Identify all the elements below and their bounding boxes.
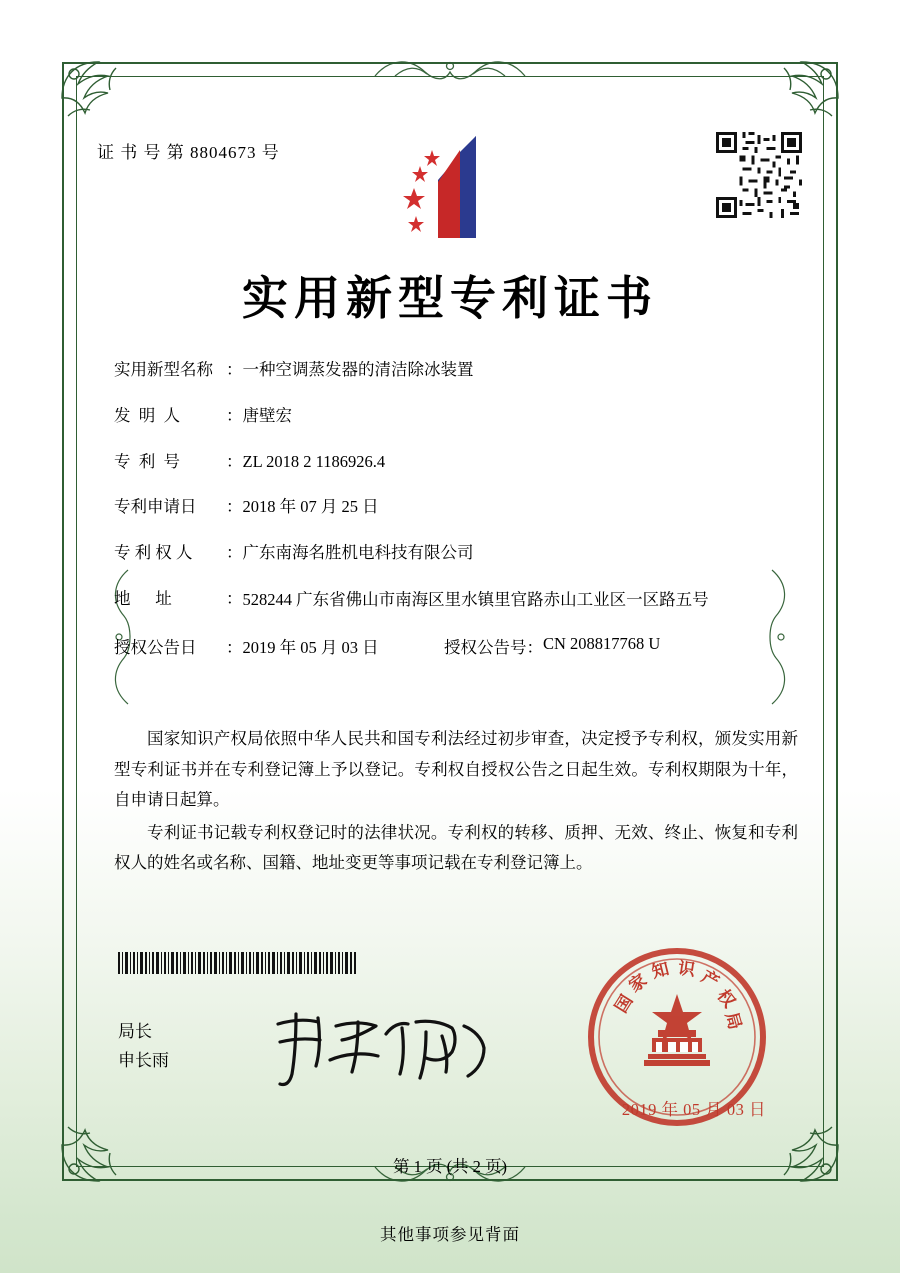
handwritten-signature-icon [266, 1004, 496, 1092]
field-separator: ： [226, 451, 243, 471]
field-row-grant [114, 634, 804, 658]
svg-text:权: 权 [712, 985, 739, 1012]
signer-name: 申长雨 [118, 1050, 169, 1070]
field-row-inventor [114, 404, 804, 429]
field-row-patent-number [114, 450, 804, 475]
svg-text:国: 国 [611, 991, 638, 1017]
page-indicator: 第 1 页 (共 2 页) [392, 1157, 508, 1176]
legal-text [114, 724, 798, 881]
field-label: 专利申请日 [114, 497, 197, 517]
field-value-grant-date: 2019 年 05 月 03 日 [242, 638, 379, 658]
field-row-address [114, 587, 804, 614]
certificate-fields [114, 358, 804, 662]
field-separator: ： [226, 588, 243, 608]
field-separator: ： [226, 543, 243, 562]
field-value-grant-number: CN 208817768 U [543, 634, 661, 654]
legal-paragraph-2: 专利证书记载专利权登记时的法律状况。专利权的转移、质押、无效、终止、恢复和专利权人的姓名或名称、国籍、地址变更等事项记载在专利登记簿上。 [114, 822, 798, 873]
svg-text:识: 识 [676, 958, 697, 981]
field-label: 地 址 [114, 588, 172, 608]
field-separator: ： [226, 638, 243, 658]
field-label: 专 利 权 人 [114, 543, 193, 562]
field-value-patent-number: ZL 2018 2 1186926.4 [242, 451, 386, 471]
barcode-icon [118, 952, 358, 974]
field-value-inventor: 唐壁宏 [242, 405, 292, 425]
signer-block [118, 1018, 169, 1076]
legal-paragraph-1: 国家知识产权局依照中华人民共和国专利法经过初步审查，决定授予专利权，颁发实用新型专利证书并在专利登记簿上予以登记。专利权自授权公告之日起生效。专利权期限为十年，自申请日起算。 [114, 729, 798, 810]
edge-ornament-icon [365, 52, 535, 86]
field-value-address: 528244 广东省佛山市南海区里水镇里官路赤山工业区一区路五号 [242, 589, 709, 609]
field-separator: ： [526, 638, 543, 658]
footnote: 其他事项参见背面 [380, 1225, 520, 1244]
seal-date: 2019 年 05 月 03 日 [621, 1100, 766, 1119]
field-separator: ： [226, 360, 243, 379]
field-separator: ： [226, 497, 243, 517]
qr-code-icon [716, 132, 802, 218]
field-value-application-date: 2018 年 07 月 25 日 [242, 497, 379, 517]
field-label: 实用新型名称 [114, 360, 213, 379]
svg-text:知: 知 [649, 959, 672, 983]
svg-text:局: 局 [720, 1010, 745, 1032]
signer-role: 局长 [118, 1022, 152, 1041]
certificate-number: 证 书 号 第 8804673 号 [97, 143, 280, 162]
field-row-patentee [114, 541, 804, 566]
page-title: 实用新型专利证书 [242, 271, 658, 325]
field-value-patentee: 广东南海名胜机电科技有限公司 [242, 543, 474, 562]
svg-text:产: 产 [697, 966, 723, 993]
field-label-grant-number: 授权公告号 [444, 638, 527, 658]
field-separator: ： [226, 405, 243, 425]
field-label-grant-date: 授权公告日 [114, 638, 197, 658]
field-label: 专 利 号 [114, 451, 180, 471]
certificate-content [96, 96, 804, 1176]
field-value-invention-name: 一种空调蒸发器的清洁除冰装置 [242, 360, 474, 379]
field-row-application-date [114, 495, 804, 520]
svg-text:家: 家 [625, 970, 651, 997]
field-label: 发 明 人 [114, 405, 180, 425]
cnipa-emblem-icon [380, 126, 520, 246]
field-row-name [114, 358, 804, 383]
